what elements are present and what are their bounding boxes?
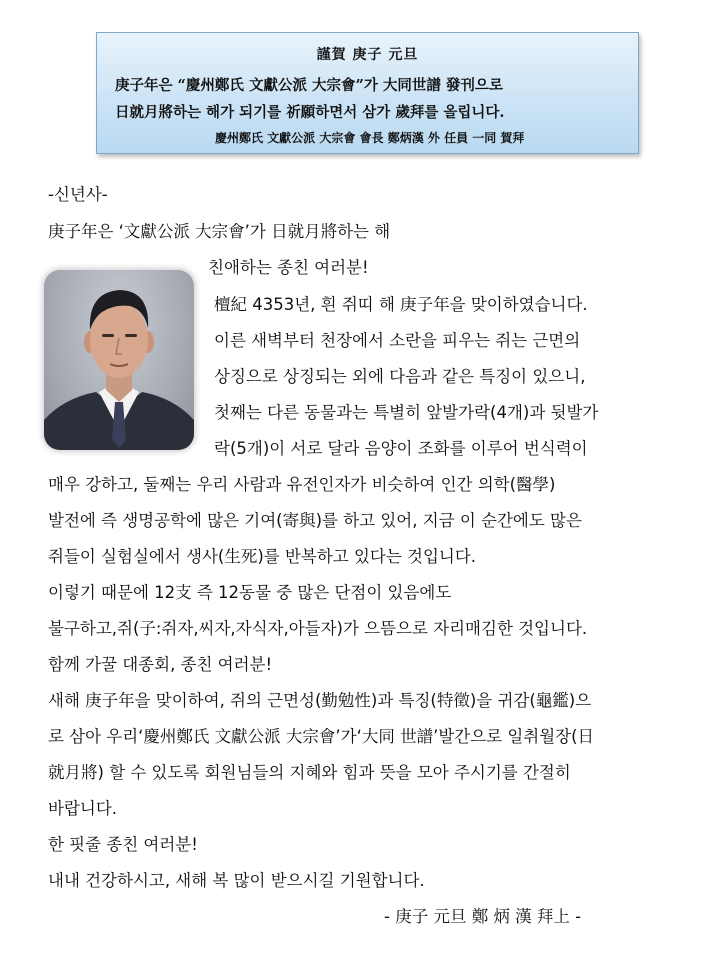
banner-line-1: 庚子年은 “慶州鄭氏 文獻公派 大宗會”가 大同世譜 發刊으로 <box>115 77 503 94</box>
letter-line: 이렇기 때문에 12支 즉 12동물 중 많은 단점이 있음에도 <box>48 583 452 602</box>
banner-signature: 慶州鄭氏 文獻公派 大宗會 會長 鄭炳漢 外 任員 一同 賀拜 <box>215 131 525 145</box>
banner-title: 謹賀 庚子 元旦 <box>316 47 419 63</box>
letter-line: 새해 庚子年을 맞이하여, 쥐의 근면성(勤勉性)과 특징(特徵)을 귀감(龜鑑)으 <box>48 691 592 710</box>
letter-subtitle: 庚子年은 ‘文獻公派 大宗會’가 日就月將하는 해 <box>48 222 391 241</box>
letter-line: 바랍니다. <box>48 799 118 818</box>
letter-line: 이른 새벽부터 천장에서 소란을 피우는 쥐는 근면의 <box>214 331 581 350</box>
portrait-illustration <box>44 270 194 450</box>
author-portrait <box>44 270 194 450</box>
letter-line: 함께 가꿀 대종회, 종친 여러분! <box>48 655 273 674</box>
letter-line: 쥐들이 실험실에서 생사(生死)를 반복하고 있다는 것입니다. <box>48 547 477 566</box>
letter-heading: -신년사- <box>48 185 108 204</box>
letter-line: 발전에 즉 생명공학에 많은 기여(寄與)를 하고 있어, 지금 이 순간에도 많은 <box>48 511 582 530</box>
letter-line: 상징으로 상징되는 외에 다음과 같은 특징이 있으니, <box>214 367 586 386</box>
letter-line: 내내 건강하시고, 새해 복 많이 받으시길 기원합니다. <box>48 871 425 890</box>
letter-line: 로 삼아 우리‘慶州鄭氏 文獻公派 大宗會’가‘大同 世譜’발간으로 일취월장(日 <box>48 727 595 746</box>
letter-line: 불구하고,쥐(子:쥐자,씨자,자식자,아들자)가 으뜸으로 자리매김한 것입니다. <box>48 619 588 638</box>
letter-line: 檀紀 4353년, 흰 쥐띠 해 庚子年을 맞이하였습니다. <box>214 295 588 314</box>
letter-line: 락(5개)이 서로 달라 음양이 조화를 이루어 번식력이 <box>214 439 588 458</box>
letter-line: 친애하는 종친 여러분! <box>208 258 369 277</box>
greeting-banner <box>96 32 639 154</box>
letter-line: 첫째는 다른 동물과는 특별히 앞발가락(4개)과 뒷발가 <box>214 403 599 422</box>
letter-closing-signature: - 庚子 元旦 鄭 炳 漢 拜上 - <box>384 907 582 926</box>
letter-line: 한 핏줄 종친 여러분! <box>48 835 198 854</box>
banner-line-2: 日就月將하는 해가 되기를 祈願하면서 삼가 歲拜를 올립니다. <box>115 104 505 121</box>
letter-line: 就月將) 할 수 있도록 회원님들의 지혜와 힘과 뜻을 모아 주시기를 간절히 <box>48 763 571 782</box>
letter-line: 매우 강하고, 둘째는 우리 사람과 유전인자가 비슷하여 인간 의학(醫學) <box>48 475 556 494</box>
